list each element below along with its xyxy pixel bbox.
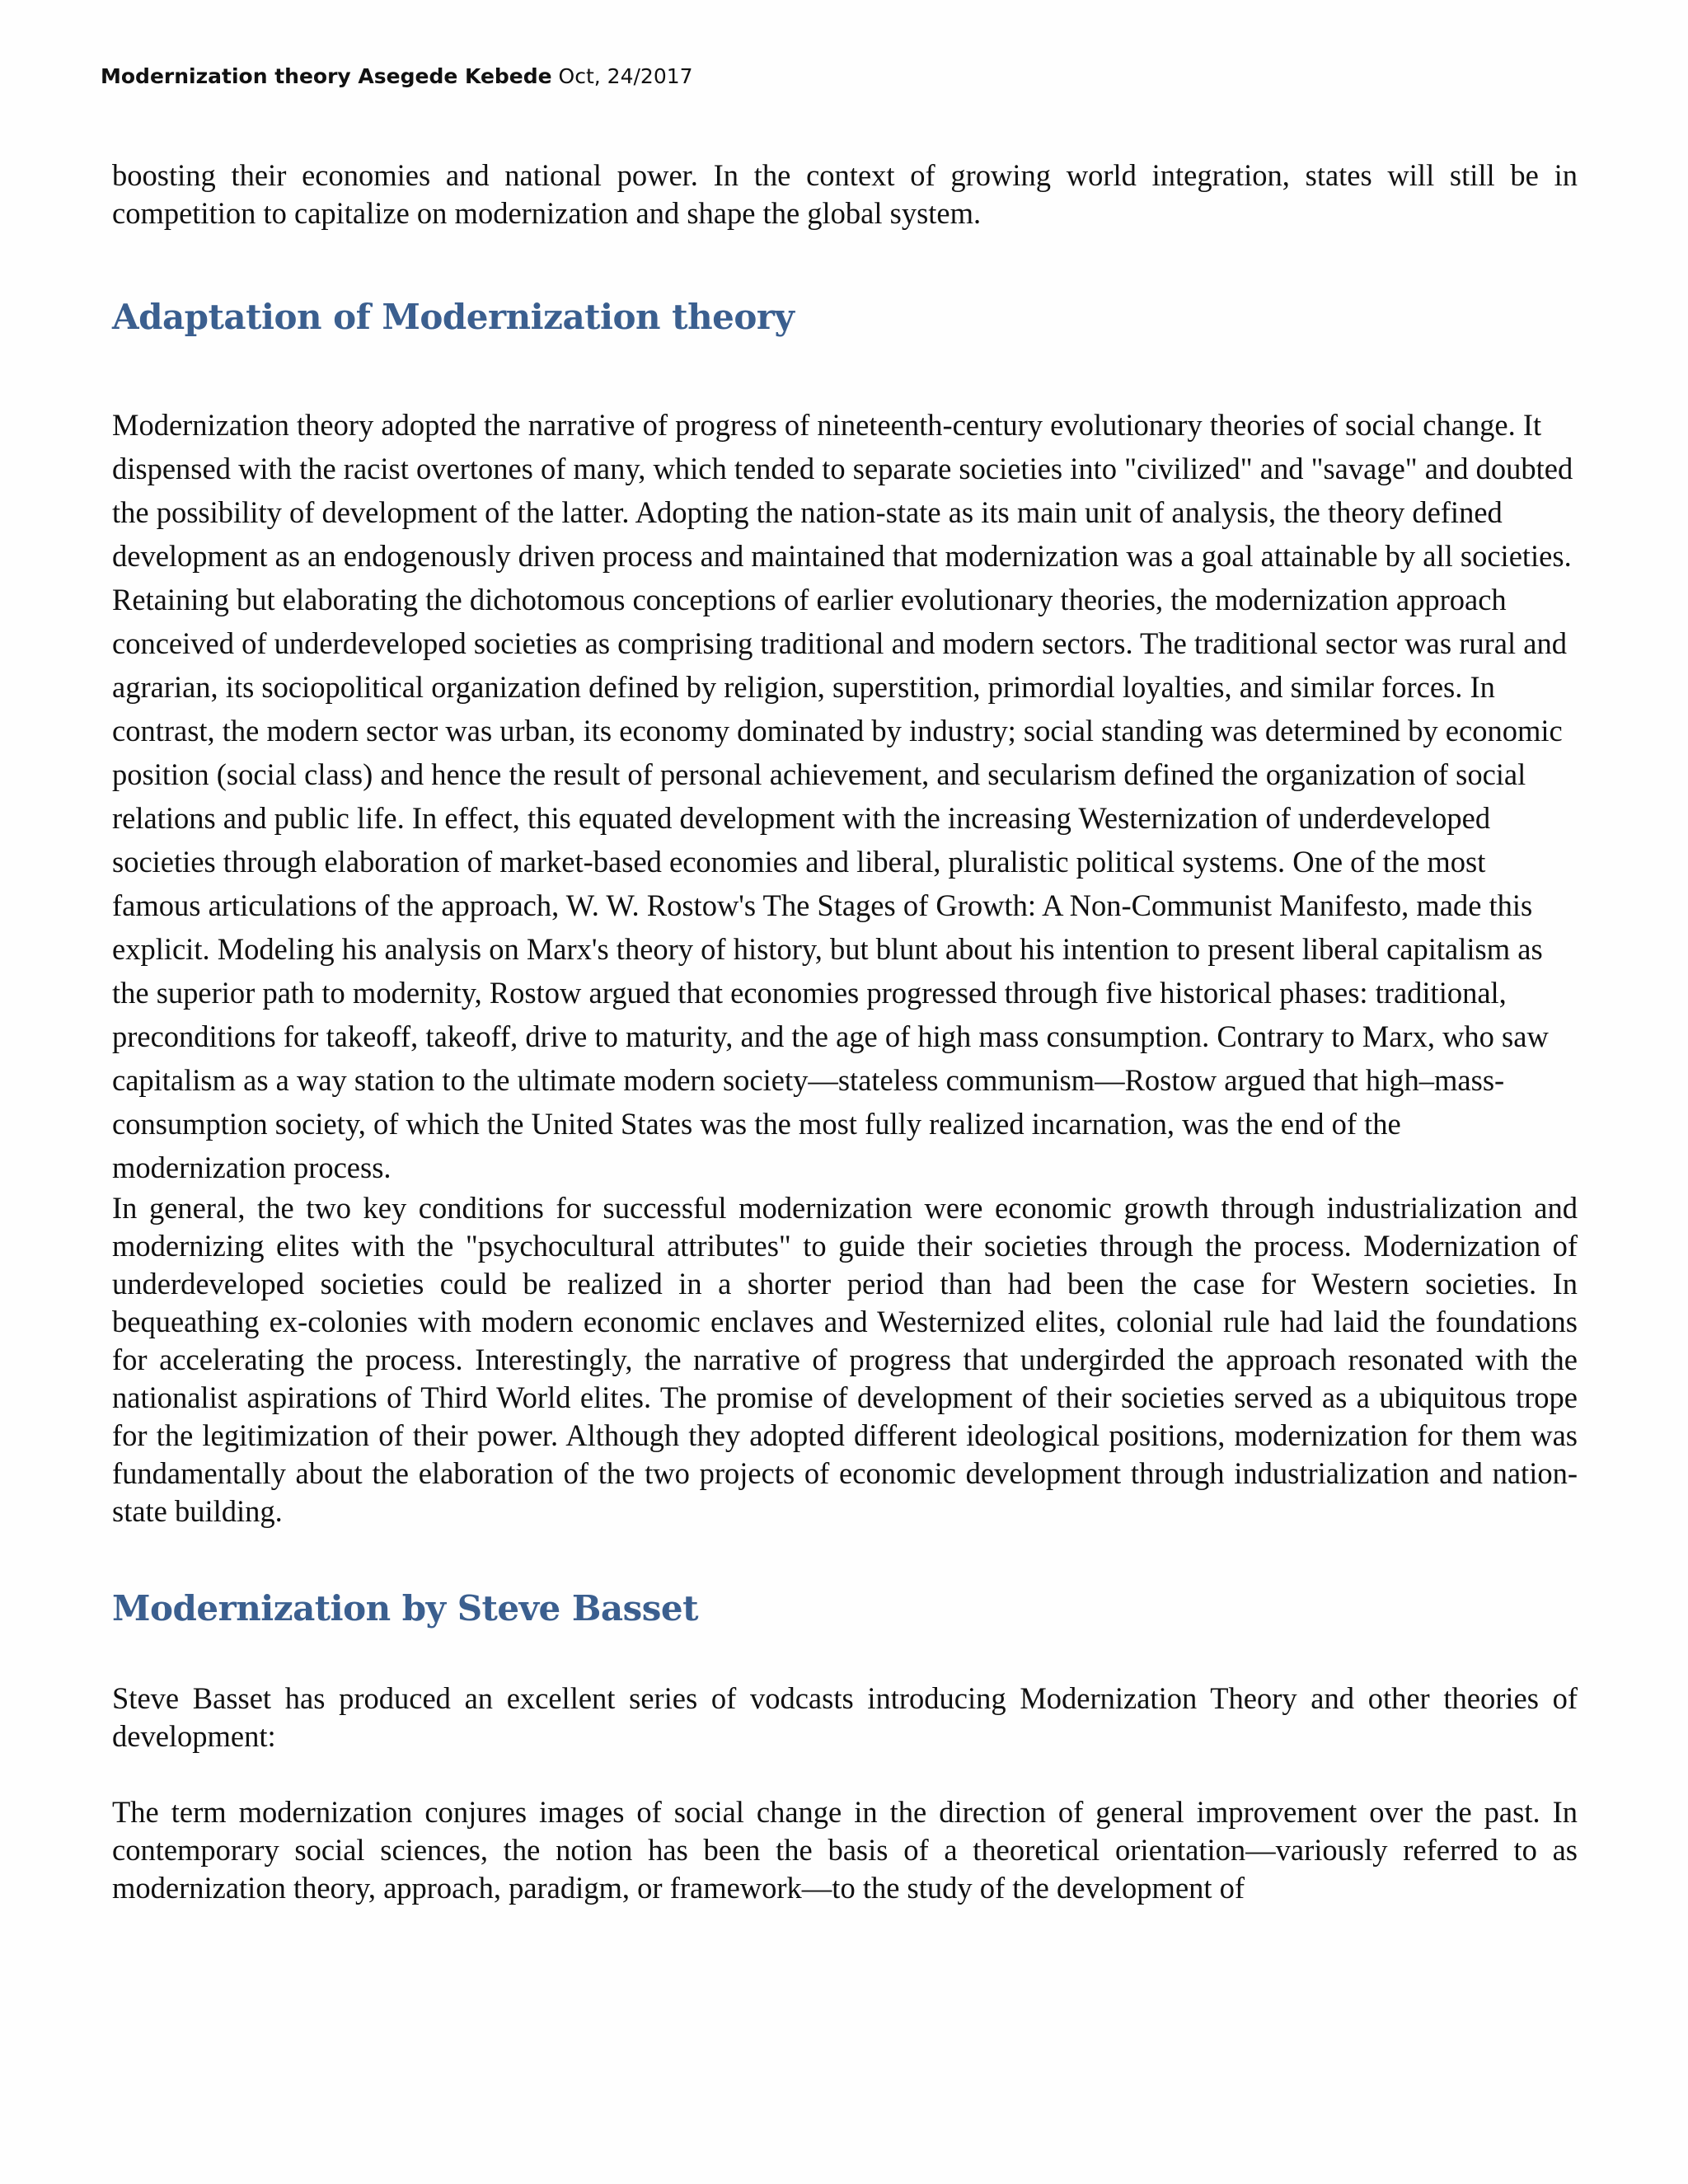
running-header: [101, 64, 693, 88]
basset-paragraph-1: Steve Basset has produced an excellent series of vodcasts introducing Modernization Theory and other theories of development:: [112, 1681, 1578, 1753]
adaptation-paragraph-2: In general, the two key conditions for successful modernization were economic growth through industrialization and modernizing elites with the "psychocultural attributes" to guide their societies through the process. Modernization of underdeveloped societies could be realized in a shorter period than had been the case for Western societies. In bequeathing ex-colonies with modern economic enclaves and Westernized elites, colonial rule had laid the foundations for accelerating the process. Interestingly, the narrative of progress that undergirded the approach resonated with the nationalist aspirations of Third World elites. The promise of development of their societies served as a ubiquitous trope for the legitimization of their power. Although they adopted different ideological positions, modernization for them was fundamentally about the elaboration of the two projects of economic development through industrialization and nation-state building.: [112, 1191, 1578, 1528]
section-heading-basset: Modernization by Steve Basset: [112, 1588, 699, 1629]
document-body: [112, 157, 1578, 1907]
intro-paragraph: boosting their economies and national power. In the context of growing world integration, states will still be in competition to capitalize on modernization and shape the global system.: [112, 158, 1578, 230]
section-heading-adaptation: Adaptation of Modernization theory: [112, 297, 795, 337]
header-date: Oct, 24/2017: [551, 64, 693, 88]
adaptation-paragraph-1: Modernization theory adopted the narrative of progress of nineteenth-century evolutionary theories of social change. It dispensed with the racist overtones of many, which tended to separate societies into "civilized" and "savage" and doubted the possibility of development of the latter. Adopting the nation-state as its main unit of analysis, the theory defined development as an endogenously driven process and maintained that modernization was a goal attainable by all societies. Retaining but elaborating the dichotomous conceptions of earlier evolutionary theories, the modernization approach conceived of underdeveloped societies as comprising traditional and modern sectors. The traditional sector was rural and agrarian, its sociopolitical organization defined by religion, superstition, primordial loyalties, and similar forces. In contrast, the modern sector was urban, its economy dominated by industry; social standing was determined by economic position (social class) and hence the result of personal achievement, and secularism defined the organization of social relations and public life. In effect, this equated development with the increasing Westernization of underdeveloped societies through elaboration of market-based economies and liberal, pluralistic political systems. One of the most famous articulations of the approach, W. W. Rostow's The Stages of Growth: A Non-Communist Manifesto, made this explicit. Modeling his analysis on Marx's theory of history, but blunt about his intention to present liberal capitalism as the superior path to modernity, Rostow argued that economies progressed through five historical phases: traditional, preconditions for takeoff, takeoff, drive to maturity, and the age of high mass consumption. Contrary to Marx, who saw capitalism as a way station to the ultimate modern society—stateless communism—Rostow argued that high–mass-consumption society, of which the United States was the most fully realized incarnation, was the end of the modernization process.: [112, 408, 1573, 1184]
basset-paragraph-2: The term modernization conjures images of social change in the direction of general improvement over the past. In contemporary social sciences, the notion has been the basis of a theoretical orientation—variously referred to as modernization theory, approach, paradigm, or framework—to the study of the development of: [112, 1795, 1578, 1905]
header-title: Modernization theory Asegede Kebede: [101, 64, 552, 88]
